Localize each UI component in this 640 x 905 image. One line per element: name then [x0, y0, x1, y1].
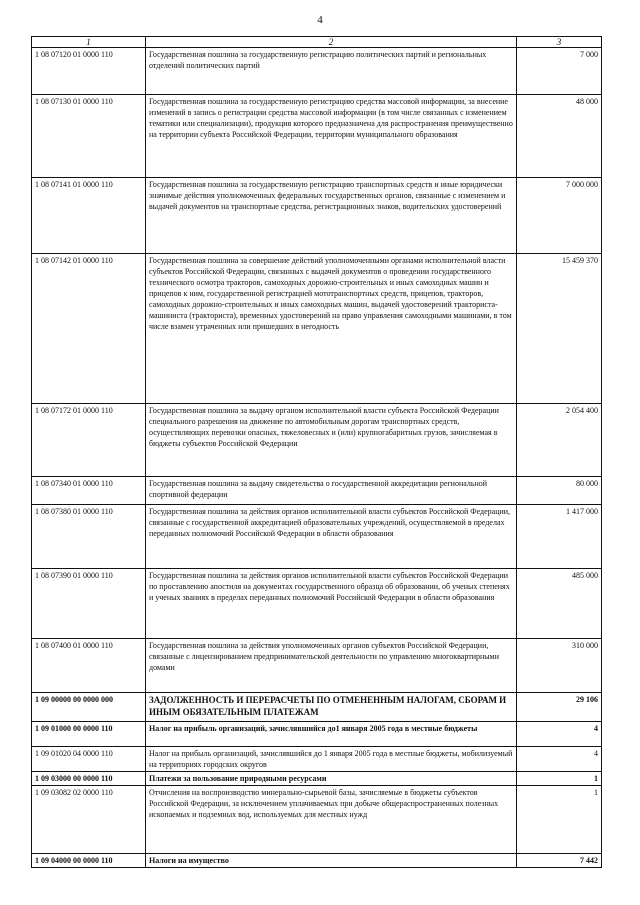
row-description: Государственная пошлина за выдачу органом исполнительной власти субъекта Российской Федерации специального разрешения на движение по автомобильным дорогам транспортных средств, осуществляющих перевозки опасных, тяжеловесных и (или) крупногабаритных грузов, зачисляемая в бюджеты субъектов Российской Федерации: [146, 404, 517, 477]
row-code: 1 08 07172 01 0000 110: [32, 404, 146, 477]
table-row-subsection: [32, 772, 602, 786]
table-row: [32, 48, 602, 95]
row-amount: 15 459 370: [517, 254, 602, 404]
row-code: 1 09 03082 02 0000 110: [32, 786, 146, 854]
row-description: Налоги на имущество: [146, 854, 517, 868]
row-amount: 1: [517, 772, 602, 786]
table-row: [32, 639, 602, 693]
header-col-1: 1: [32, 37, 146, 48]
row-amount: 1 417 000: [517, 505, 602, 569]
row-description: Государственная пошлина за действия уполномоченных органов субъектов Российской Федерации, связанные с лицензированием предпринимательской деятельности по управлению многоквартирными домами: [146, 639, 517, 693]
row-description: Государственная пошлина за государственную регистрацию транспортных средств и иные юридически значимые действия уполномоченных федеральных государственных органов, связанные с изменением и выдачей документов на транспортные средства, регистрационных знаков, водительских удостоверений: [146, 178, 517, 254]
header-col-3: 3: [517, 37, 602, 48]
row-description: Платежи за пользование природными ресурсами: [146, 772, 517, 786]
table-row: [32, 747, 602, 772]
table-row: [32, 95, 602, 178]
row-description: Государственная пошлина за государственную регистрацию средства массовой информации, за внесение изменений в запись о регистрации средства массовой информации (в том числе связанных с изменением тематики или специализации), продукция которого предназначена для распространения преимущественно на территории субъекта Российской Федерации, территории муниципального образования: [146, 95, 517, 178]
table-row: [32, 254, 602, 404]
table-row: [32, 569, 602, 639]
row-amount: 310 000: [517, 639, 602, 693]
row-amount: 7 442: [517, 854, 602, 868]
row-amount: 4: [517, 747, 602, 772]
row-description: Государственная пошлина за государственную регистрацию политических партий и региональных отделений политических партий: [146, 48, 517, 95]
row-code: 1 08 07340 01 0000 110: [32, 477, 146, 505]
row-description: Государственная пошлина за выдачу свидетельства о государственной аккредитации региональной спортивной федерации: [146, 477, 517, 505]
row-code: 1 08 07400 01 0000 110: [32, 639, 146, 693]
row-description: Государственная пошлина за действия органов исполнительной власти субъектов Российской Федерации, связанные с государственной аккредитацией образовательных учреждений, осуществляемой в пределах переданных полномочий Российской Федерации в области образования: [146, 505, 517, 569]
row-code: 1 09 04000 00 0000 110: [32, 854, 146, 868]
row-code: 1 09 00000 00 0000 000: [32, 693, 146, 722]
row-description: Государственная пошлина за совершение действий уполномоченными органами исполнительной власти субъектов Российской Федерации, связанных с выдачей документов о проведении государственного технического осмотра тракторов, самоходных дорожно-строительных и иных самоходных машин и прицепов к ним, государственной регистрацией мототранспортных средств, прицепов, тракторов, самоходных дорожно-строительных и иных самоходных машин, выдачей удостоверений тракториста-машиниста (тракториста), временных удостоверений на право управления самоходными машинами, в том числе взамен утраченных или пришедших в негодность: [146, 254, 517, 404]
row-code: 1 08 07380 01 0000 110: [32, 505, 146, 569]
row-code: 1 08 07141 01 0000 110: [32, 178, 146, 254]
header-col-2: 2: [146, 37, 517, 48]
row-amount: 7 000 000: [517, 178, 602, 254]
table-row: [32, 477, 602, 505]
table-row-subsection: [32, 722, 602, 747]
row-amount: 4: [517, 722, 602, 747]
row-code: 1 08 07390 01 0000 110: [32, 569, 146, 639]
table-row-section: [32, 693, 602, 722]
page-number: 4: [317, 14, 323, 26]
table-row: [32, 786, 602, 854]
row-description: Отчисления на воспроизводство минерально-сырьевой базы, зачисляемые в бюджеты субъектов Российской Федерации, за исключением уплачиваемых при добыче общераспространенных полезных ископаемых и подземных вод, используемых для местных нужд: [146, 786, 517, 854]
row-code: 1 08 07142 01 0000 110: [32, 254, 146, 404]
table-row-subsection: [32, 854, 602, 868]
row-amount: 1: [517, 786, 602, 854]
row-amount: 48 000: [517, 95, 602, 178]
table-row: [32, 404, 602, 477]
row-amount: 29 106: [517, 693, 602, 722]
row-description: Государственная пошлина за действия органов исполнительной власти субъектов Российской Федерации по проставлению апостиля на документах государственного образца об образовании, об ученых степенях и ученых званиях в пределах переданных полномочий Российской Федерации в области образования: [146, 569, 517, 639]
row-code: 1 09 03000 00 0000 110: [32, 772, 146, 786]
table-row: [32, 178, 602, 254]
row-amount: 2 054 400: [517, 404, 602, 477]
row-amount: 485 000: [517, 569, 602, 639]
row-amount: 80 000: [517, 477, 602, 505]
row-description: Налог на прибыль организаций, зачислявшийся до 1 января 2005 года в местные бюджеты, мобилизуемый на территориях городских округов: [146, 747, 517, 772]
row-description: Налог на прибыль организаций, зачислявшийся до1 января 2005 года в местные бюджеты: [146, 722, 517, 747]
revenue-table: [31, 36, 602, 868]
table-row: [32, 505, 602, 569]
row-amount: 7 000: [517, 48, 602, 95]
row-code: 1 09 01020 04 0000 110: [32, 747, 146, 772]
row-code: 1 08 07120 01 0000 110: [32, 48, 146, 95]
row-description: ЗАДОЛЖЕННОСТЬ И ПЕРЕРАСЧЕТЫ ПО ОТМЕНЕННЫМ НАЛОГАМ, СБОРАМ И ИНЫМ ОБЯЗАТЕЛЬНЫМ ПЛАТЕЖАМ: [146, 693, 517, 722]
row-code: 1 09 01000 00 0000 110: [32, 722, 146, 747]
table-header-row: [32, 37, 602, 48]
row-code: 1 08 07130 01 0000 110: [32, 95, 146, 178]
